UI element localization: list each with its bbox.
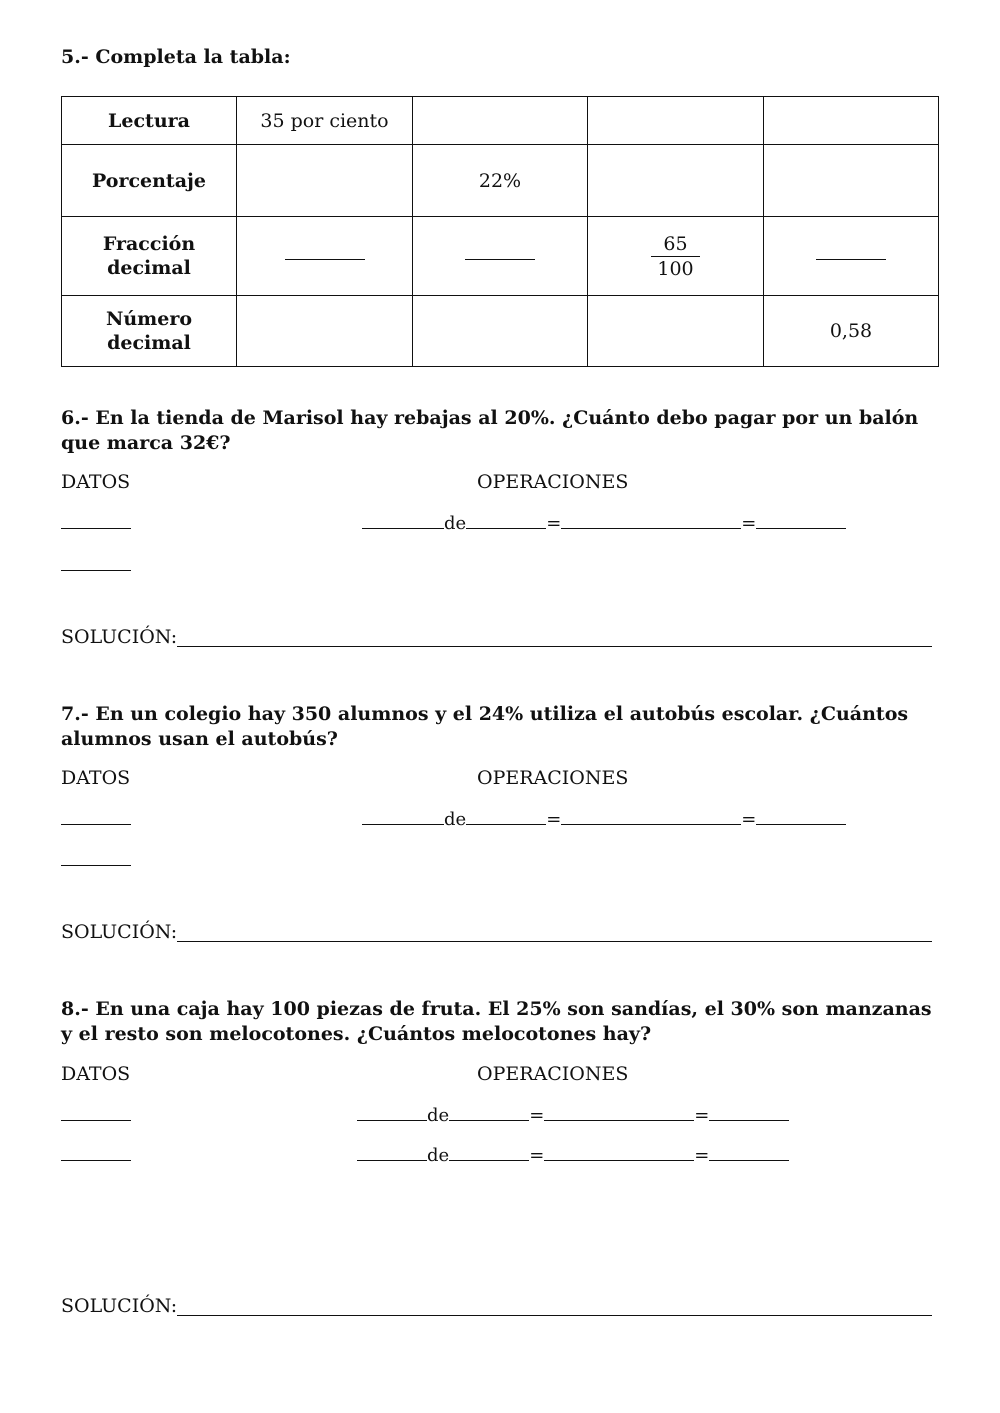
row-header-porcentaje: Porcentaje [62,145,237,217]
table-cell: 22% [413,145,588,217]
q7-operaciones-label: OPERACIONES [477,767,629,789]
operation-blank[interactable] [357,1142,427,1161]
q8-operation-row [357,1102,789,1126]
solution-line[interactable] [177,1295,932,1316]
answer-blank[interactable] [285,241,365,260]
operation-blank[interactable] [362,806,444,825]
table-cell[interactable] [413,296,588,367]
q7-title-line: alumnos usan el autobús? [61,728,338,750]
row-header-fraccion [62,217,237,296]
row-header-numero [62,296,237,367]
equals-text: = [741,513,757,534]
q8-operaciones-label: OPERACIONES [477,1063,629,1085]
operation-blank[interactable] [561,510,741,529]
equals-text: = [694,1105,710,1126]
de-text: de [444,809,467,830]
table-row-porcentaje [62,145,939,217]
fraction-numerator: 65 [651,232,699,257]
q6-operaciones-label: OPERACIONES [477,471,629,493]
table-cell: 35 por ciento [237,97,413,145]
row-header-line: decimal [107,257,191,279]
operation-blank[interactable] [466,806,546,825]
q8-operation-row [357,1142,789,1166]
table-cell[interactable] [764,145,939,217]
operation-blank[interactable] [544,1102,694,1121]
operation-blank[interactable] [449,1102,529,1121]
q6-solucion-label: SOLUCIÓN: [61,626,178,648]
operation-blank[interactable] [362,510,444,529]
datos-blank[interactable] [61,510,131,529]
q6-title-line: 6.- En la tienda de Marisol hay rebajas al 20%. ¿Cuánto debo pagar por un balón [61,407,919,429]
row-header-line: Fracción [102,233,196,255]
fraction [651,232,699,281]
answer-blank[interactable] [465,241,535,260]
answer-blank[interactable] [816,241,886,260]
q7-title [61,702,908,752]
operation-blank[interactable] [561,806,741,825]
equals-text: = [694,1145,710,1166]
datos-blank[interactable] [61,847,131,866]
operation-blank[interactable] [466,510,546,529]
q6-title-line: que marca 32€? [61,432,231,454]
table-row-fraccion [62,217,939,296]
operation-blank[interactable] [449,1142,529,1161]
table-cell[interactable] [237,145,413,217]
fraction-denominator: 100 [657,257,694,280]
table-cell [588,217,764,296]
datos-blank[interactable] [61,1102,131,1121]
operation-blank[interactable] [544,1142,694,1161]
table-cell[interactable] [237,217,413,296]
q8-datos-label: DATOS [61,1063,131,1085]
q6-datos-label: DATOS [61,471,131,493]
datos-blank[interactable] [61,1142,131,1161]
operation-blank[interactable] [756,510,846,529]
q7-datos-label: DATOS [61,767,131,789]
q8-title [61,997,932,1047]
table-cell[interactable] [237,296,413,367]
operation-blank[interactable] [756,806,846,825]
table-row-lectura [62,97,939,145]
table-cell[interactable] [764,217,939,296]
equals-text: = [546,809,562,830]
operation-blank[interactable] [357,1102,427,1121]
row-header-line: decimal [107,332,191,354]
table-row-numero [62,296,939,367]
solution-line[interactable] [177,626,932,647]
table-cell[interactable] [764,97,939,145]
de-text: de [444,513,467,534]
operation-blank[interactable] [709,1142,789,1161]
equals-text: = [529,1145,545,1166]
row-header-lectura: Lectura [62,97,237,145]
de-text: de [427,1145,450,1166]
q7-title-line: 7.- En un colegio hay 350 alumnos y el 24% utiliza el autobús escolar. ¿Cuántos [61,703,909,725]
table-cell[interactable] [588,296,764,367]
operation-blank[interactable] [709,1102,789,1121]
table-cell[interactable] [413,217,588,296]
table-cell: 0,58 [764,296,939,367]
table-cell[interactable] [413,97,588,145]
solution-line[interactable] [177,921,932,942]
q8-title-line: 8.- En una caja hay 100 piezas de fruta. El 25% son sandías, el 30% son manzanas [61,998,932,1020]
q6-operation-row [362,510,846,534]
datos-blank[interactable] [61,552,131,571]
equals-text: = [741,809,757,830]
q5-title: 5.- Completa la tabla: [61,46,291,68]
q8-title-line: y el resto son melocotones. ¿Cuántos melocotones hay? [61,1023,652,1045]
equals-text: = [529,1105,545,1126]
row-header-line: Número [105,308,193,330]
datos-blank[interactable] [61,806,131,825]
q7-operation-row [362,806,846,830]
q8-solucion-label: SOLUCIÓN: [61,1295,178,1317]
q5-table [61,96,939,367]
q7-solucion-label: SOLUCIÓN: [61,921,178,943]
table-cell[interactable] [588,145,764,217]
table-cell[interactable] [588,97,764,145]
equals-text: = [546,513,562,534]
q6-title [61,406,918,456]
de-text: de [427,1105,450,1126]
